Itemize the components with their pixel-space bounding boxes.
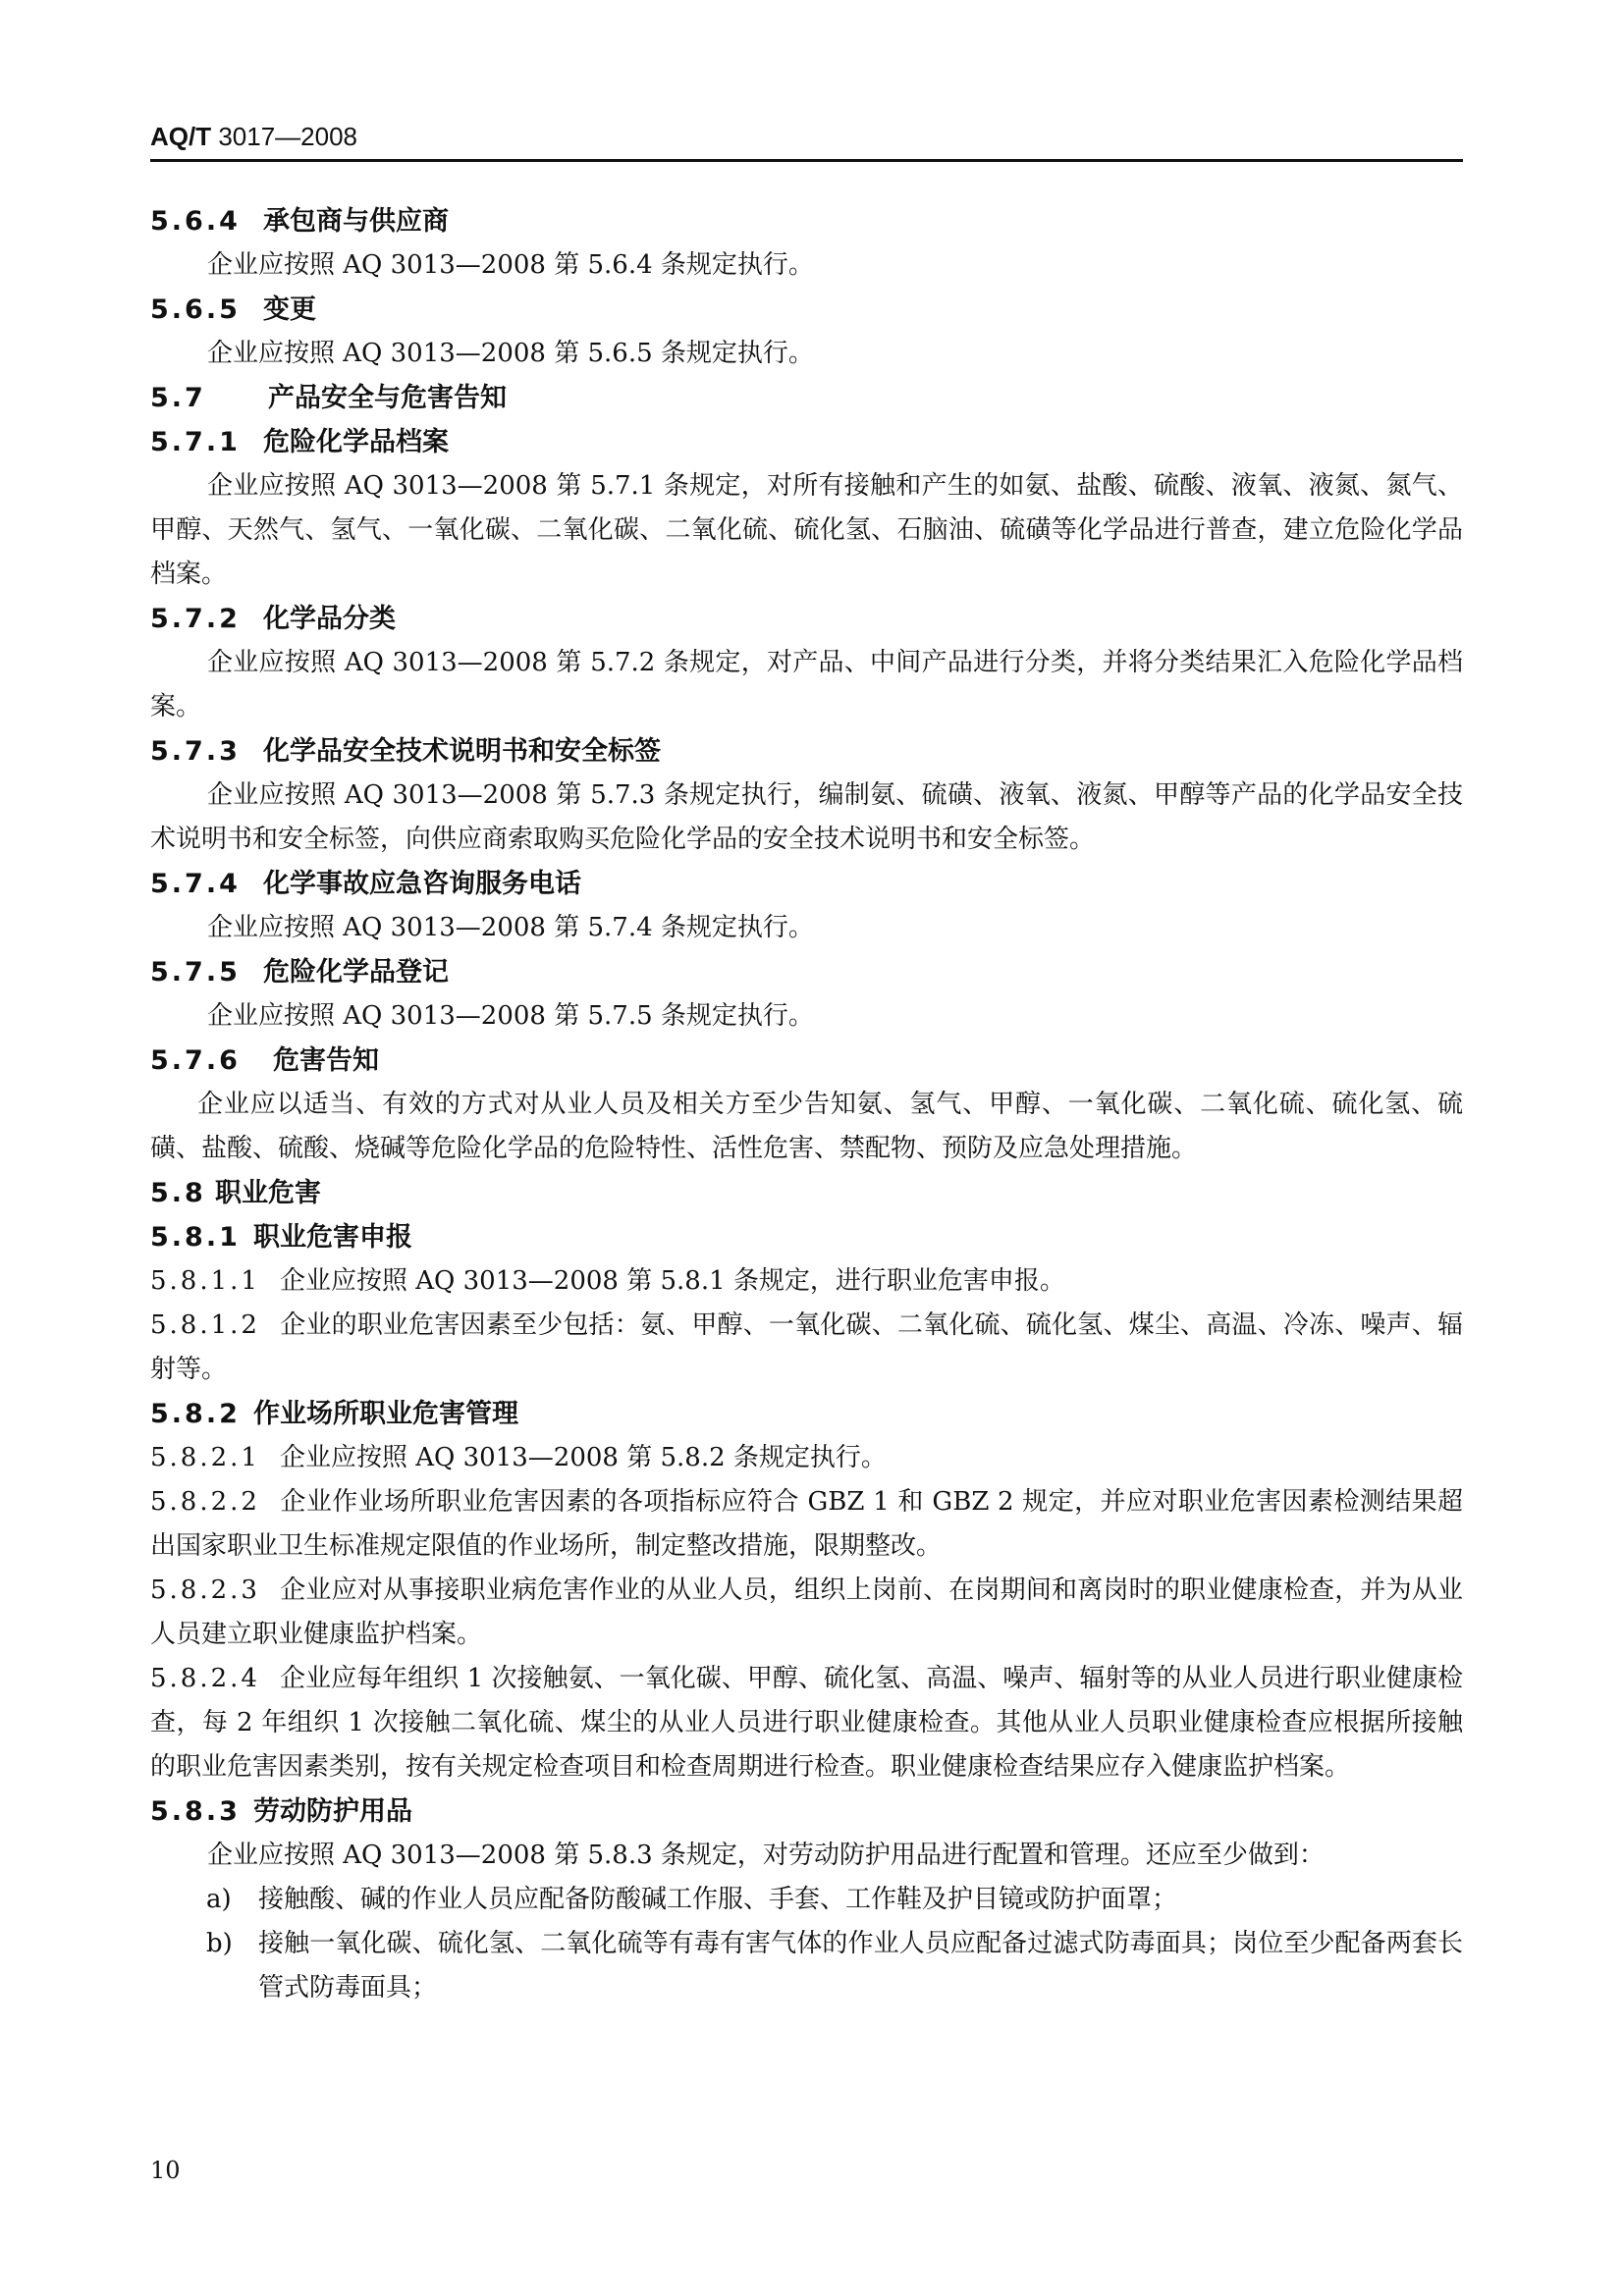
heading-5-7-2 [150, 597, 1463, 641]
heading-5-7-4 [150, 862, 1463, 906]
paragraph-5-7-4: 企业应按照 AQ 3013—2008 第 5.7.4 条规定执行。 [207, 913, 814, 942]
heading-5-8-1 [150, 1215, 1463, 1259]
clause-number: 5.8.2.3 [150, 1575, 260, 1605]
clause-text: 企业应按照 AQ 3013—2008 第 5.8.1 条规定，进行职业危害申报。 [280, 1266, 1065, 1296]
clause-number: 5.8.2.1 [150, 1443, 260, 1472]
clause-number: 5.8.1.1 [150, 1266, 260, 1296]
heading-5-8-3 [150, 1789, 1463, 1834]
paragraph-5-6-5: 企业应按照 AQ 3013—2008 第 5.6.5 条规定执行。 [207, 339, 814, 368]
heading-title: 职业危害申报 [253, 1222, 412, 1253]
list-item-a [150, 1878, 1463, 1922]
standard-code-prefix: AQ/T [150, 122, 212, 151]
heading-title: 职业危害 [215, 1178, 321, 1208]
heading-5-6-5 [150, 288, 1463, 332]
heading-number: 5.7.6 [150, 1045, 241, 1076]
clause-5-8-1-1 [150, 1259, 1463, 1304]
paragraph-5-7-2: 企业应按照 AQ 3013—2008 第 5.7.2 条规定，对产品、中间产品进行分类，并将分类结果汇入危险化学品档案。 [150, 648, 1463, 721]
clause-5-8-2-4 [150, 1657, 1463, 1789]
heading-5-7-6 [150, 1039, 1463, 1083]
heading-number: 5.6.5 [150, 294, 241, 325]
paragraph-5-6-4: 企业应按照 AQ 3013—2008 第 5.6.4 条规定执行。 [207, 250, 814, 280]
heading-number: 5.7.3 [150, 736, 241, 767]
list-item-text: 接触一氧化碳、硫化氢、二氧化硫等有毒有害气体的作业人员应配备过滤式防毒面具；岗位至少配备两套长管式防毒面具； [258, 1929, 1463, 2002]
paragraph-5-7-5: 企业应按照 AQ 3013—2008 第 5.7.5 条规定执行。 [207, 1001, 814, 1031]
list-item-text: 接触酸、碱的作业人员应配备防酸碱工作服、手套、工作鞋及护目镜或防护面罩； [258, 1885, 1178, 1914]
heading-title: 危险化学品登记 [263, 957, 449, 988]
heading-number: 5.8 [150, 1178, 206, 1208]
heading-number: 5.7.4 [150, 869, 241, 899]
clause-5-8-2-3 [150, 1569, 1463, 1657]
heading-number: 5.8.1 [150, 1222, 241, 1253]
clause-text: 企业的职业危害因素至少包括：氨、甲醇、一氧化碳、二氧化硫、硫化氢、煤尘、高温、冷冻、噪声、辐射等。 [150, 1310, 1463, 1384]
list-marker: b) [206, 1929, 233, 1958]
heading-number: 5.8.2 [150, 1399, 241, 1429]
heading-number: 5.6.4 [150, 206, 241, 237]
heading-5-6-4 [150, 199, 1463, 243]
clause-5-8-2-1 [150, 1436, 1463, 1480]
heading-5-7-5 [150, 950, 1463, 994]
clause-5-8-1-2 [150, 1304, 1463, 1392]
heading-title: 产品安全与危害告知 [268, 383, 507, 413]
heading-5-7-1 [150, 420, 1463, 464]
heading-5-8 [150, 1171, 1463, 1215]
clause-text: 企业应每年组织 1 次接触氨、一氧化碳、甲醇、硫化氢、高温、噪声、辐射等的从业人员进行职业健康检查，每 2 年组织 1 次接触二氧化硫、煤尘的从业人员进行职业健康检查。其他从业人员职业健康检查应根据所接触的职业危害因素类别，按有关规定检查项目和检查周期进行检查。职业健康检查结果应存入健康监护档案。 [150, 1664, 1463, 1782]
standard-code [150, 122, 357, 151]
clause-text: 企业作业场所职业危害因素的各项指标应符合 GBZ 1 和 GBZ 2 规定，并应对职业危害因素检测结果超出国家职业卫生标准规定限值的作业场所，制定整改措施，限期整改。 [150, 1487, 1463, 1561]
heading-title: 危害告知 [273, 1045, 379, 1076]
paragraph-5-8-3: 企业应按照 AQ 3013—2008 第 5.8.3 条规定，对劳动防护用品进行配置和管理。还应至少做到： [207, 1841, 1325, 1870]
paragraph-5-7-3: 企业应按照 AQ 3013—2008 第 5.7.3 条规定执行，编制氨、硫磺、液氧、液氮、甲醇等产品的化学品安全技术说明书和安全标签，向供应商索取购买危险化学品的安全技术说明书和安全标签。 [150, 780, 1463, 854]
clause-text: 企业应对从事接职业病危害作业的从业人员，组织上岗前、在岗期间和离岗时的职业健康检查，并为从业人员建立职业健康监护档案。 [150, 1575, 1463, 1649]
heading-5-7-3 [150, 729, 1463, 774]
page-number: 10 [150, 2157, 181, 2184]
paragraph-5-7-1: 企业应按照 AQ 3013—2008 第 5.7.1 条规定，对所有接触和产生的如氨、盐酸、硫酸、液氧、液氮、氮气、甲醇、天然气、氢气、一氧化碳、二氧化碳、二氧化硫、硫化氢、石脑油、硫磺等化学品进行普查，建立危险化学品档案。 [150, 471, 1463, 589]
heading-title: 劳动防护用品 [253, 1796, 412, 1827]
clause-number: 5.8.1.2 [150, 1310, 260, 1340]
list-marker: a) [206, 1885, 232, 1914]
heading-title: 化学事故应急咨询服务电话 [263, 869, 581, 899]
paragraph-5-7-6: 企业应以适当、有效的方式对从业人员及相关方至少告知氨、氢气、甲醇、一氧化碳、二氧化硫、硫化氢、硫磺、盐酸、硫酸、烧碱等危险化学品的危险特性、活性危害、禁配物、预防及应急处理措施。 [150, 1090, 1463, 1163]
heading-number: 5.7.1 [150, 427, 241, 457]
clause-text: 企业应按照 AQ 3013—2008 第 5.8.2 条规定执行。 [280, 1443, 887, 1472]
heading-5-8-2 [150, 1392, 1463, 1436]
heading-number: 5.8.3 [150, 1796, 241, 1827]
heading-number: 5.7.5 [150, 957, 241, 988]
page-header [150, 118, 1463, 162]
heading-title: 化学品安全技术说明书和安全标签 [263, 736, 661, 767]
heading-number: 5.7 [150, 383, 206, 413]
document-body [150, 199, 1463, 2010]
heading-title: 变更 [263, 294, 316, 325]
clause-number: 5.8.2.2 [150, 1487, 260, 1517]
list-item-b [150, 1922, 1463, 2010]
heading-number: 5.7.2 [150, 604, 241, 634]
heading-5-7 [150, 376, 1463, 420]
clause-5-8-2-2 [150, 1480, 1463, 1569]
heading-title: 作业场所职业危害管理 [253, 1399, 518, 1429]
heading-title: 危险化学品档案 [263, 427, 449, 457]
heading-title: 承包商与供应商 [263, 206, 449, 237]
clause-number: 5.8.2.4 [150, 1664, 260, 1693]
heading-title: 化学品分类 [263, 604, 396, 634]
standard-code-suffix: 3017—2008 [211, 122, 358, 151]
